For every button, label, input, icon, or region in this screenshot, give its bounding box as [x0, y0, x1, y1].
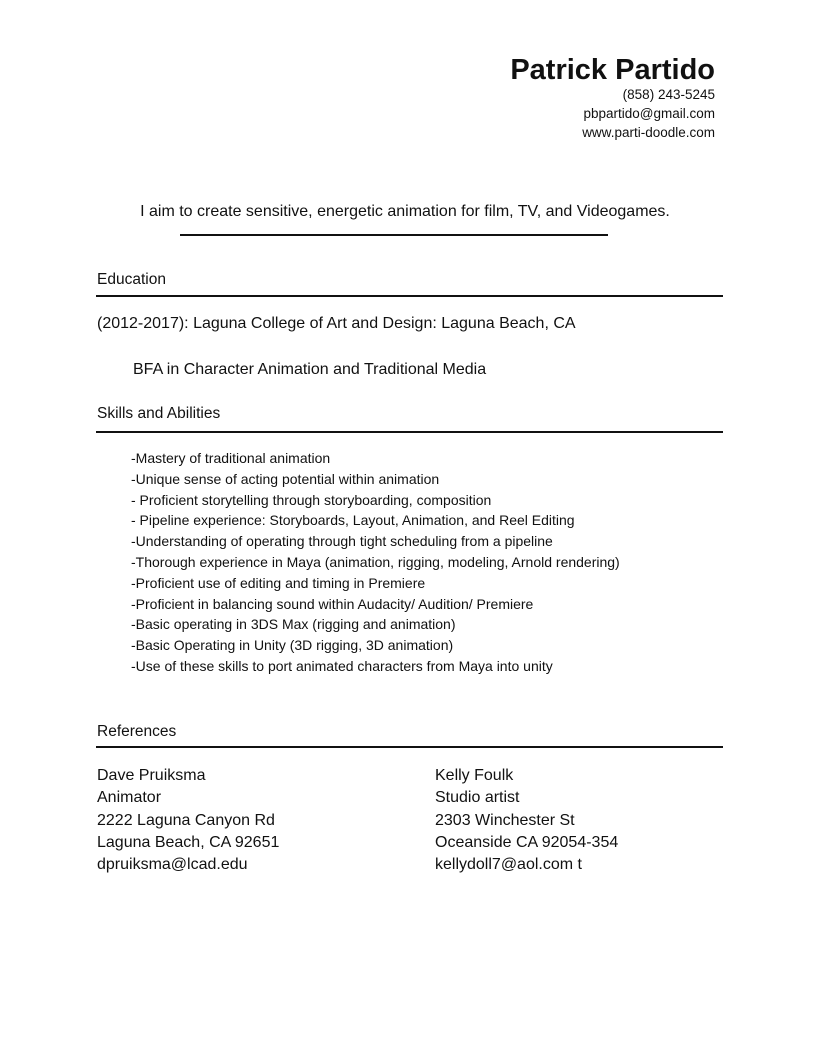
reference-title: Animator	[97, 789, 162, 807]
list-item: -Use of these skills to port animated characters from Maya into unity	[131, 657, 553, 674]
list-item: -Mastery of traditional animation	[131, 450, 331, 466]
reference-address: 2303 Winchester St	[435, 811, 575, 829]
skills-divider	[96, 431, 723, 433]
list-item: -Proficient in balancing sound within Audacity/ Audition/ Premiere	[131, 595, 534, 612]
skills-heading: Skills and Abilities	[97, 405, 221, 422]
objective-statement: I aim to create sensitive, energetic animation for film, TV, and Videogames.	[140, 203, 670, 220]
list-item: -Thorough experience in Maya (animation, rigging, modeling, Arnold rendering)	[131, 553, 620, 570]
reference-name: Dave Pruiksma	[97, 767, 206, 784]
reference-name: Kelly Foulk	[435, 767, 514, 784]
email-address: pbpartido@gmail.com	[583, 106, 715, 121]
reference-city: Oceanside CA 92054-354	[435, 833, 619, 851]
list-item: -Unique sense of acting potential within animation	[131, 470, 440, 487]
reference-title: Studio artist	[435, 789, 520, 807]
list-item: -Basic Operating in Unity (3D rigging, 3D animation)	[131, 637, 454, 654]
website-link[interactable]: www.parti-doodle.com	[582, 125, 715, 140]
skills-list	[131, 448, 620, 677]
list-item: -Proficient use of editing and timing in Premiere	[131, 574, 426, 591]
list-item: - Proficient storytelling through storyboarding, composition	[131, 491, 492, 508]
references-heading: References	[97, 723, 177, 740]
reference-card	[97, 765, 279, 876]
applicant-name: Patrick Partido	[510, 54, 715, 86]
phone-number: (858) 243-5245	[622, 87, 715, 102]
list-item: -Basic operating in 3DS Max (rigging and animation)	[131, 616, 456, 633]
education-divider	[96, 295, 723, 297]
reference-card	[435, 765, 618, 876]
education-degree: BFA in Character Animation and Traditional Media	[133, 361, 487, 378]
references-divider	[96, 746, 723, 748]
list-item: - Pipeline experience: Storyboards, Layout, Animation, and Reel Editing	[131, 512, 575, 529]
reference-address: 2222 Laguna Canyon Rd	[97, 811, 275, 829]
reference-email: dpruiksma@lcad.edu	[97, 856, 248, 874]
education-school: (2012-2017): Laguna College of Art and Design: Laguna Beach, CA	[97, 315, 576, 332]
reference-email: kellydoll7@aol.com t	[435, 856, 582, 874]
reference-city: Laguna Beach, CA 92651	[97, 833, 280, 851]
objective-divider	[180, 234, 608, 236]
education-heading: Education	[97, 271, 166, 288]
list-item: -Understanding of operating through tight scheduling from a pipeline	[131, 533, 553, 550]
